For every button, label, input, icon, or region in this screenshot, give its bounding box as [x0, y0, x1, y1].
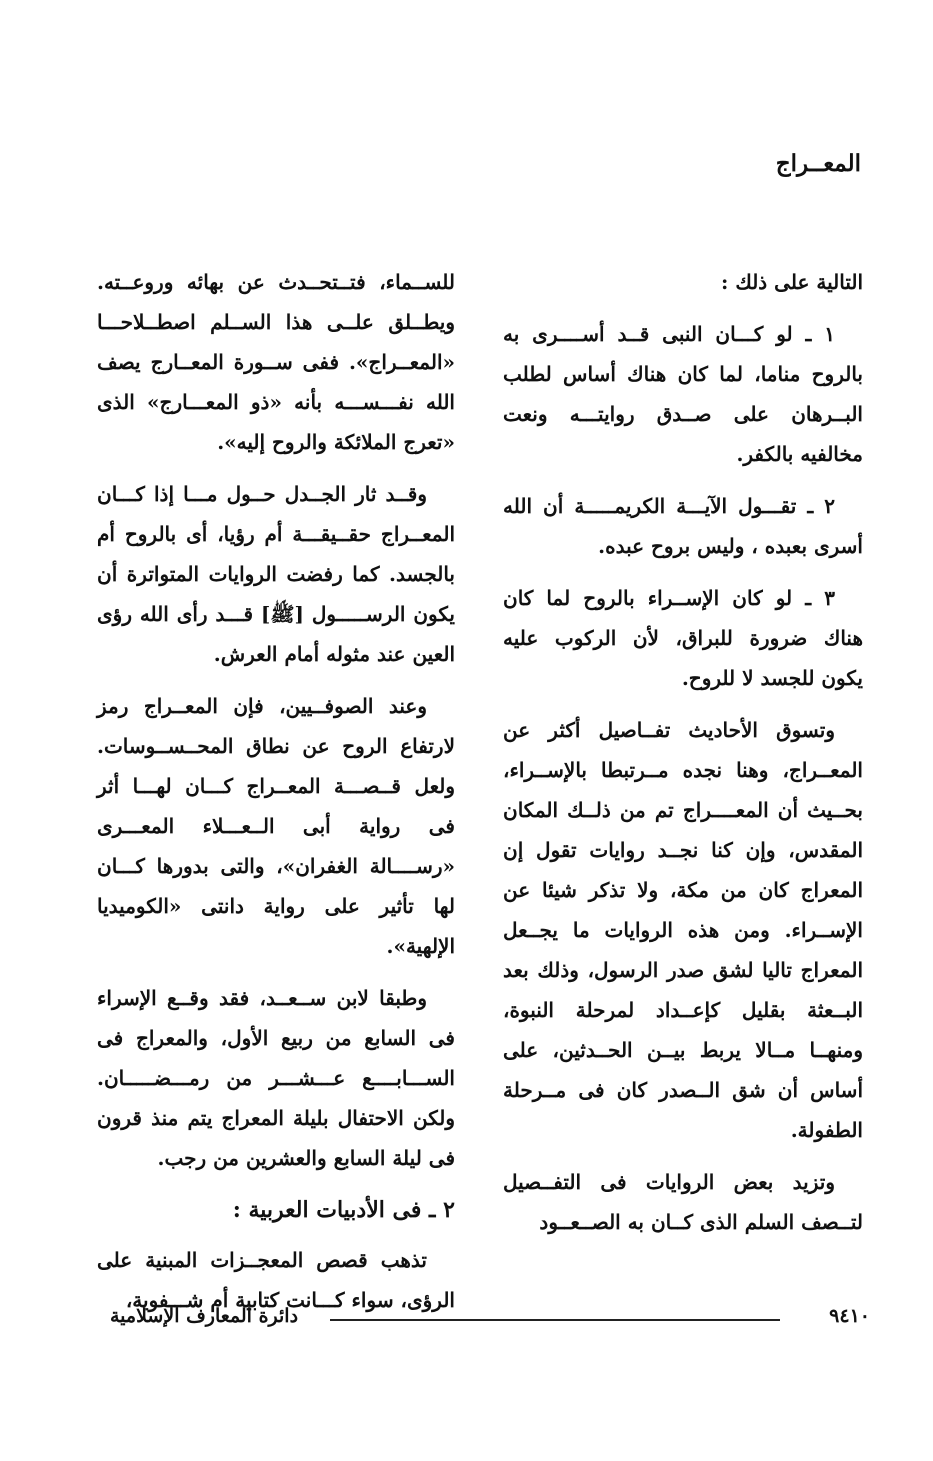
page-footer — [110, 1305, 870, 1335]
encyclopedia-name: دائرة المعارف الإسلامية — [110, 1305, 299, 1327]
page-number: ٩٤١٠ — [829, 1305, 870, 1327]
paragraph: للســماء، فتــتحــدث عن بهائه وروعــته. ويطــلق علــى هذا الســلم اصطــلاحـــا «المعــراج». ففى ســورة المعــارج يصف الله نفـــســـه بأنه «ذو المعـــارج» الذى «تعرج الملائكة والروح إليه». — [97, 270, 455, 454]
paragraph: وتسوق الأحاديث تفــاصيل أكثر عن المعــراج، وهنا نجده مــرتبطا بالإســراء، بحــيث أن المعــــراج تم من ذلــك المكان المقدس، وإن كنا نجــد روايات تقول إن المعراج كان من مكة، ولا تذكر شيئا عن الإســراء. ومن هذه الروايات ما يجــعل المعراج تاليا لشق صدر الرسول، وذلك بعد البــعثة بقليل كإعــداد لمرحلة النبوة، ومنهــا مــالا يربط بيــن الحــدثين، على أساس أن شق الــصدر كان فى مــرحلة الطفولة. — [503, 718, 863, 1142]
paragraph: ٢ ـ تقـــول الآيـــة الكريمـــــة أن الله أسرى بعبده ، وليس بروح عبده. — [503, 494, 863, 558]
paragraph: وعند الصوفــيين، فإن المعــراج رمز لارتفاع الروح عن نطاق المحــســوسات. ولعل قــصـــة المعــراج كـــان لهـــا أثر فى رواية أبى الــعـــلاء المعـــرى «رســــالة الغفران»، والتى بدورها كـــان لها تأثير على رواية دانتى «الكوميديا الإلهية». — [97, 694, 455, 958]
paragraph: ٣ ـ لو كان الإســراء بالروح لما كان هناك ضرورة للبراق، لأن الركوب عليه يكون للجسد لا للروح. — [503, 586, 863, 690]
paragraph: التالية على ذلك : — [721, 270, 863, 294]
left-column — [97, 262, 455, 1332]
paragraph: وطبقا لابن ســعــد، فقد وقــع الإسراء فى السابع من ربيع الأول، والمعراج فى الســـابــــع عـــشـــر من رمـــضـــــان. ولكن الاحتفال بليلة المعراج يتم منذ قرون فى ليلة السابع والعشرين من رجب. — [97, 986, 455, 1170]
footer-rule — [330, 1319, 780, 1321]
paragraph: ١ ـ لو كـــان النبى قــد أســــرى به بالروح مناما، لما كان هناك أساس لطلب البــرهان على صــدق روايتـــه ونعت مخالفيه بالكفر. — [503, 322, 863, 466]
section-heading: ٢ ـ فى الأدبيات العربية : — [232, 1197, 455, 1223]
paragraph: وتزيد بعض الروايات فى التفــصيل لتــصف السلم الذى كــان به الصــعــود — [503, 1170, 863, 1234]
right-column — [503, 262, 863, 1254]
paragraph: وقــد ثار الجــدل حــول مـــا إذا كـــان المعــراج حقــيقـــة أم رؤيا، أى بالروح أم بالجسد. كما رفضت الروايات المتواترة أن يكون الرســـــول [ﷺ] قـــد رأى الله رؤى العين عند مثوله أمام العرش. — [97, 482, 455, 666]
running-header: المعــراج — [775, 150, 861, 177]
paragraph: تذهب قصص المعجــزات المبنية على الرؤى، سواء كـــانت كتابية أم شـــفوية، — [97, 1248, 455, 1312]
